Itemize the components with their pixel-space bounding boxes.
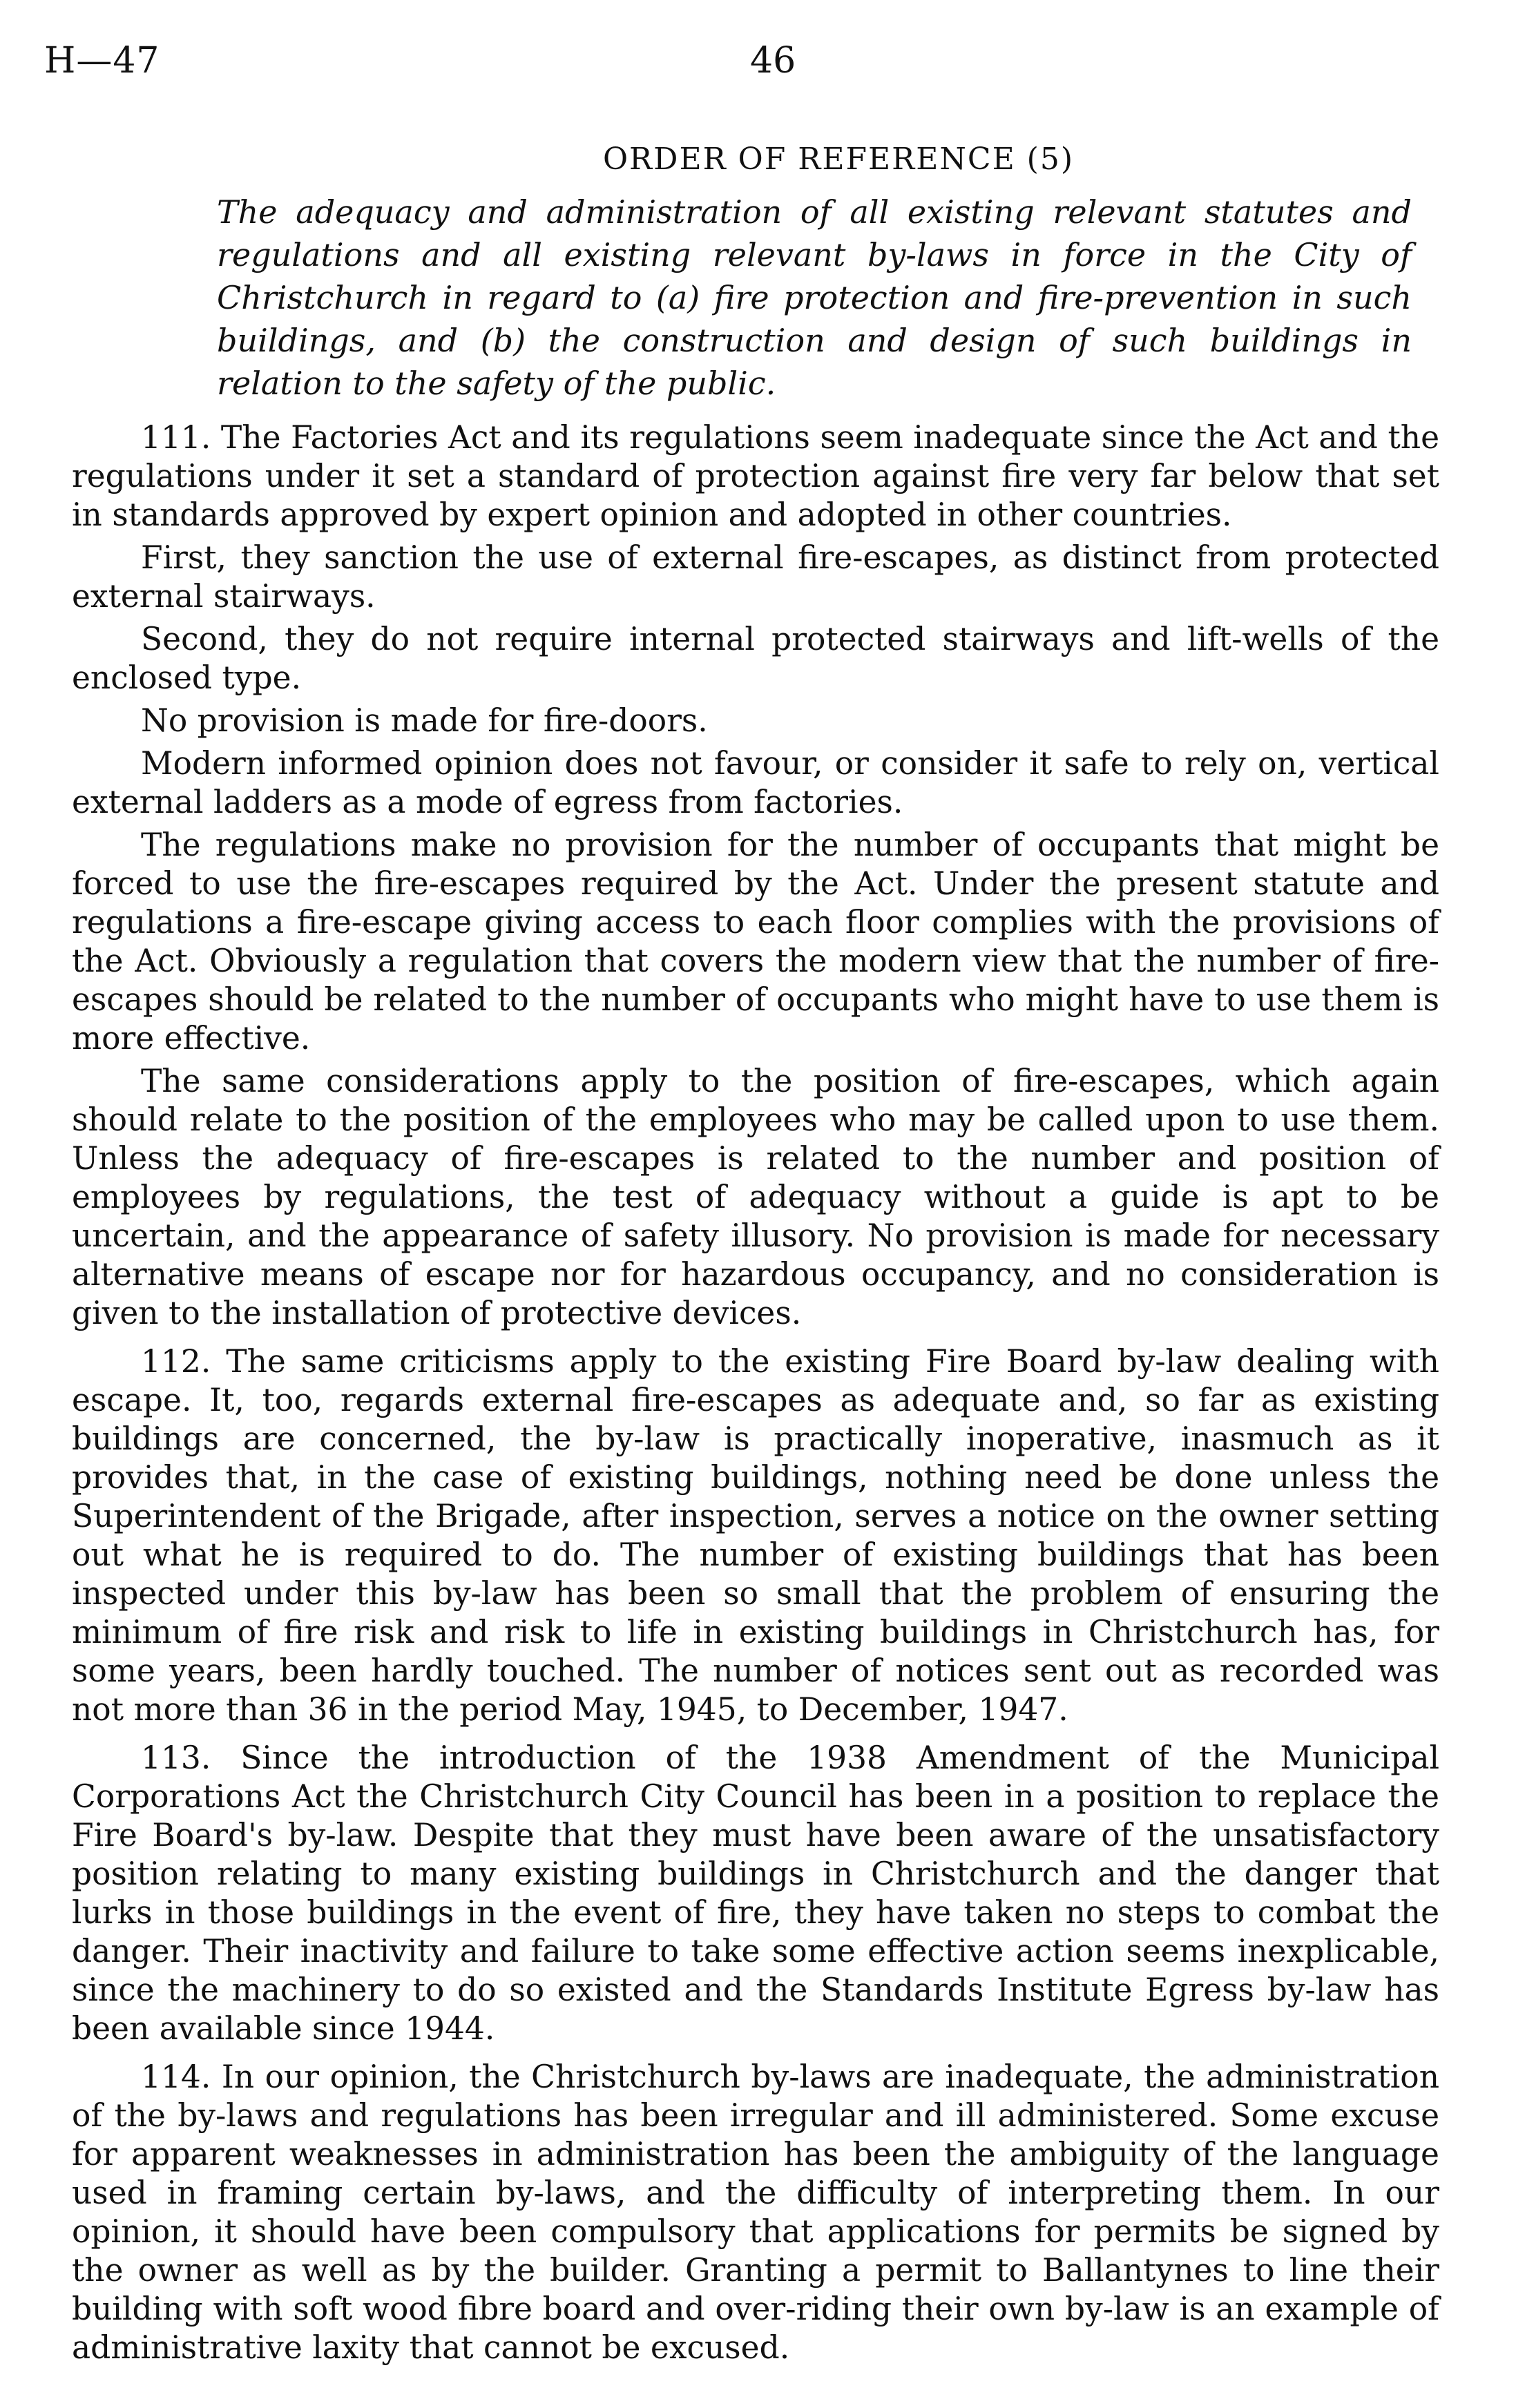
paragraph-occupants	[72, 826, 1439, 1058]
paragraph-number: 114.	[141, 2059, 211, 2095]
paragraph-text: The Factories Act and its regulations seem inadequate since the Act and the regulations under it set a standard of protection against fire very far below that set in standards approved by expert opinion and adopted in other countries.	[72, 419, 1439, 533]
report-body	[72, 138, 1439, 2367]
paragraph-text: Second, they do not require internal protected stairways and lift-wells of the enclosed type.	[72, 621, 1439, 696]
paragraph-text: The regulations make no provision for the number of occupants that might be forced to use the fire-escapes required by the Act. Under the present statute and regulations a fire-escape giving access to each floor complies with the provisions of the Act. Obviously a regulation that covers the modern view that the number of fire-escapes should be related to the number of occupants who might have to use them is more effective.	[72, 827, 1439, 1057]
order-of-reference-terms: The adequacy and administration of all existing relevant statutes and regulations and all existing relevant by-laws in force in the City of Christchurch in regard to (a) fire protection and fire-prevention in such buildings, and (b) the construction and design of such buildings in relation to the safety of the public.	[217, 193, 1412, 402]
paragraph-text: First, they sanction the use of external fire-escapes, as distinct from protected external stairways.	[72, 539, 1439, 615]
paragraph-text: The same considerations apply to the position of fire-escapes, which again should relate to the position of the employees who may be called upon to use them. Unless the adequacy of fire-escapes is related to the number and position of employees by regulations, the test of adequacy without a guide is apt to be uncertain, and the appearance of safety illusory. No provision is made for necessary alternative means of escape nor for hazardous occupancy, and no consideration is given to the installation of protective devices.	[72, 1063, 1439, 1331]
paragraph-text: Modern informed opinion does not favour, or consider it safe to rely on, vertical external ladders as a mode of egress from factories.	[72, 745, 1439, 820]
paragraph-second-point	[72, 620, 1439, 697]
paragraph-fire-doors	[72, 702, 1439, 740]
paragraph-first-point	[72, 539, 1439, 616]
paragraph-111	[72, 418, 1439, 534]
page-number: 46	[750, 40, 796, 81]
paragraph-112	[72, 1342, 1439, 1729]
document-code: H—47	[44, 40, 160, 81]
paragraph-113	[72, 1739, 1439, 2048]
page-header	[44, 40, 1474, 102]
paragraph-number: 113.	[141, 1740, 211, 1776]
paragraph-text: In our opinion, the Christchurch by-laws are inadequate, the administration of the by-laws and regulations has been irregular and ill administered. Some excuse for apparent weaknesses in administration has been the ambiguity of the language used in framing certain by-laws, and the difficulty of interpreting them. In our opinion, it should have been compulsory that applications for permits be signed by the owner as well as by the builder. Granting a permit to Ballantynes to line their building with soft wood fibre board and over-riding their own by-law is an example of administrative laxity that cannot be excused.	[72, 2059, 1440, 2366]
paragraph-text: Since the introduction of the 1938 Amendment of the Municipal Corporations Act the Christchurch City Council has been in a position to replace the Fire Board's by-law. Despite that they must have been aware of the unsatisfactory position relating to many existing buildings in Christchurch and the danger that lurks in those buildings in the event of fire, they have taken no steps to combat the danger. Their inactivity and failure to take some effective action seems inexplicable, since the machinery to do so existed and the Standards Institute Egress by-law has been available since 1944.	[72, 1740, 1440, 2047]
paragraph-text: The same criticisms apply to the existing Fire Board by-law dealing with escape. It, too, regards external fire-escapes as adequate and, so far as existing buildings are concerned, the by-law is practically inoperative, inasmuch as it provides that, in the case of existing buildings, nothing need be done unless the Superintendent of the Brigade, after inspection, serves a notice on the owner setting out what he is required to do. The number of existing buildings that has been inspected under this by-law has been so small that the problem of ensuring the minimum of fire risk and risk to life in existing buildings in Christchurch has, for some years, been hardly touched. The number of notices sent out as recorded was not more than 36 in the period May, 1945, to December, 1947.	[72, 1343, 1439, 1728]
paragraph-number: 112.	[141, 1343, 211, 1380]
paragraph-number: 111.	[141, 419, 211, 456]
paragraph-text: No provision is made for fire-doors.	[141, 702, 708, 739]
order-of-reference-title: ORDER OF REFERENCE (5)	[602, 142, 1075, 177]
paragraph-external-ladders	[72, 744, 1439, 822]
paragraph-114	[72, 2058, 1439, 2367]
paragraph-position-of-escapes	[72, 1062, 1439, 1333]
